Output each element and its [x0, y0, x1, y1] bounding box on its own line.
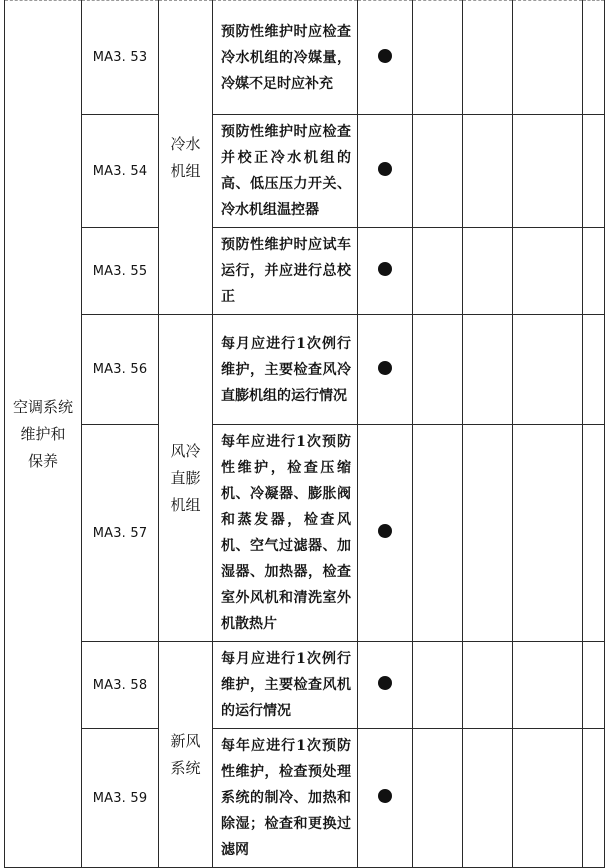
maintenance-table — [4, 0, 605, 868]
mark-cell — [358, 315, 413, 425]
filled-circle-icon — [378, 262, 392, 276]
item-code: MA3. 55 — [92, 263, 148, 279]
requirement-cell — [213, 228, 358, 315]
item-code-cell — [82, 315, 159, 425]
empty-cell — [463, 1, 513, 115]
item-code: MA3. 59 — [92, 790, 148, 806]
requirement-text: 每月应进行1次例行维护，主要检查风机的运行情况 — [221, 651, 351, 719]
empty-cell — [463, 642, 513, 729]
empty-cell — [513, 315, 583, 425]
empty-cell — [513, 228, 583, 315]
table-row — [5, 729, 605, 868]
empty-cell — [583, 1, 605, 115]
filled-circle-icon — [378, 789, 392, 803]
item-code: MA3. 57 — [92, 525, 148, 541]
item-code-cell — [82, 642, 159, 729]
subgroup-cell — [159, 315, 213, 642]
empty-cell — [413, 228, 463, 315]
subgroup-label: 风冷 直膨 机组 — [170, 441, 201, 514]
empty-cell — [583, 425, 605, 642]
requirement-cell — [213, 425, 358, 642]
item-code: MA3. 58 — [92, 677, 148, 693]
empty-cell — [583, 642, 605, 729]
empty-cell — [413, 729, 463, 868]
table-row — [5, 115, 605, 228]
subgroup-cell — [159, 642, 213, 868]
item-code-cell — [82, 115, 159, 228]
filled-circle-icon — [378, 162, 392, 176]
empty-cell — [463, 315, 513, 425]
requirement-text: 预防性维护时应检查冷水机组的冷媒量，冷媒不足时应补充 — [221, 23, 351, 92]
subgroup-label: 冷水 机组 — [170, 134, 201, 180]
mark-cell — [358, 1, 413, 115]
item-code-cell — [82, 729, 159, 868]
empty-cell — [513, 115, 583, 228]
filled-circle-icon — [378, 49, 392, 63]
item-code-cell — [82, 1, 159, 115]
requirement-text: 每月应进行1次例行维护，主要检查风冷直膨机组的运行情况 — [221, 335, 351, 404]
empty-cell — [413, 425, 463, 642]
subgroup-cell — [159, 1, 213, 315]
empty-cell — [413, 115, 463, 228]
empty-cell — [463, 425, 513, 642]
requirement-cell — [213, 642, 358, 729]
item-code: MA3. 54 — [92, 163, 148, 179]
mark-cell — [358, 642, 413, 729]
empty-cell — [513, 729, 583, 868]
mark-cell — [358, 228, 413, 315]
item-code: MA3. 53 — [92, 50, 148, 65]
empty-cell — [463, 729, 513, 868]
requirement-cell — [213, 729, 358, 868]
table-row — [5, 315, 605, 425]
empty-cell — [583, 729, 605, 868]
filled-circle-icon — [378, 361, 392, 375]
subgroup-label: 新风 系统 — [170, 731, 201, 777]
item-code: MA3. 56 — [92, 362, 148, 377]
mark-cell — [358, 115, 413, 228]
table-row — [5, 1, 605, 115]
requirement-cell — [213, 1, 358, 115]
filled-circle-icon — [378, 676, 392, 690]
category-label: 空调系统 维护和 保养 — [12, 397, 73, 470]
requirement-text: 预防性维护时应试车运行，并应进行总校正 — [221, 237, 351, 305]
item-code-cell — [82, 228, 159, 315]
empty-cell — [413, 642, 463, 729]
mark-cell — [358, 425, 413, 642]
empty-cell — [583, 115, 605, 228]
empty-cell — [513, 425, 583, 642]
empty-cell — [463, 228, 513, 315]
table-row — [5, 425, 605, 642]
empty-cell — [413, 1, 463, 115]
requirement-cell — [213, 315, 358, 425]
empty-cell — [513, 1, 583, 115]
item-code-cell — [82, 425, 159, 642]
requirement-text: 预防性维护时应检查并校正冷水机组的高、低压压力开关、冷水机组温控器 — [221, 124, 351, 218]
requirement-text: 每年应进行1次预防性维护，检查压缩机、冷凝器、膨胀阀和蒸发器，检查风机、空气过滤器、加湿器、加热器，检查室外风机和清洗室外机散热片 — [221, 434, 351, 632]
table-row — [5, 228, 605, 315]
empty-cell — [413, 315, 463, 425]
empty-cell — [583, 315, 605, 425]
empty-cell — [463, 115, 513, 228]
category-cell — [5, 1, 82, 868]
table-row — [5, 642, 605, 729]
mark-cell — [358, 729, 413, 868]
filled-circle-icon — [378, 524, 392, 538]
empty-cell — [513, 642, 583, 729]
requirement-text: 每年应进行1次预防性维护，检查预处理系统的制冷、加热和除湿；检查和更换过滤网 — [221, 738, 351, 858]
empty-cell — [583, 228, 605, 315]
requirement-cell — [213, 115, 358, 228]
